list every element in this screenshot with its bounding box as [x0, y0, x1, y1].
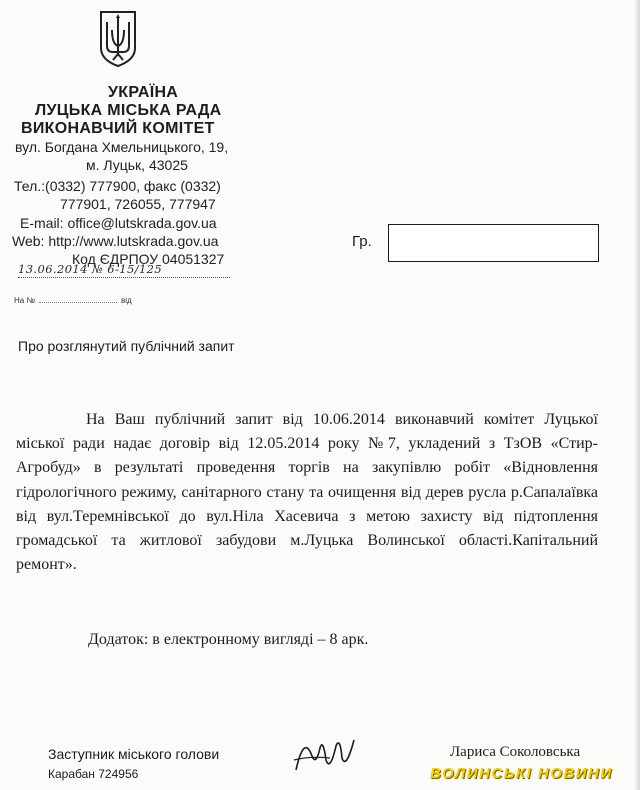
news-watermark: ВОЛИНСЬКІ НОВИНИ: [430, 765, 613, 782]
header-phone-line2: 777901, 726055, 777947: [60, 196, 216, 212]
header-council: ЛУЦЬКА МІСЬКА РАДА: [35, 102, 222, 119]
header-committee: ВИКОНАВЧИЙ КОМІТЕТ: [21, 120, 215, 137]
coat-of-arms-icon: [98, 10, 138, 68]
header-phone-line1: Тел.:(0332) 777900, факс (0332): [14, 178, 221, 194]
header-email: E-mail: office@lutskrada.gov.ua: [20, 215, 217, 231]
signer-name: Лариса Соколовська: [450, 744, 581, 760]
reference-dots: [39, 302, 117, 303]
reference-line: [14, 296, 132, 305]
reference-vid-label: від: [121, 296, 132, 305]
signer-position: Заступник міського голови: [48, 746, 220, 762]
letter-subject: Про розглянутий публічний запит: [18, 338, 235, 354]
registration-handwritten: 13.06.2014 № 6-15/125: [18, 262, 230, 278]
header-address-line2: м. Луцьк, 43025: [86, 157, 188, 173]
handwritten-signature: [290, 730, 360, 778]
reference-na-label: На №: [14, 296, 36, 305]
header-address-line1: вул. Богдана Хмельницького, 19,: [15, 139, 229, 155]
header-edrpou: Код ЄДРПОУ 04051327: [72, 251, 225, 267]
executor-contact: Карабан 724956: [48, 767, 139, 781]
recipient-redacted-box: [388, 224, 599, 262]
header-country: УКРАЇНА: [108, 84, 179, 101]
attachment-note: Додаток: в електронному вигляді – 8 арк.: [88, 631, 369, 648]
letter-body: На Ваш публічний запит від 10.06.2014 виконавчий комітет Луцької міської ради надає договір від 12.05.2014 року №7, укладений з ТзОВ «Стир-Агробуд» в результаті проведення торгів на закупівлю робіт «Відновлення гідрологічного режиму, санітарного стану та очищення від дерев русла р.Сапалаївка від вул.Теремнівської до вул.Ніла Хасевича з метою захисту від підтоплення громадської та житлової забудови м.Луцька Волинської області.Капітальний ремонт».: [16, 411, 598, 574]
recipient-label: Гр.: [352, 233, 372, 250]
paper-edge-shadow: [634, 0, 640, 790]
header-web: Web: http://www.lutskrada.gov.ua: [12, 233, 219, 249]
